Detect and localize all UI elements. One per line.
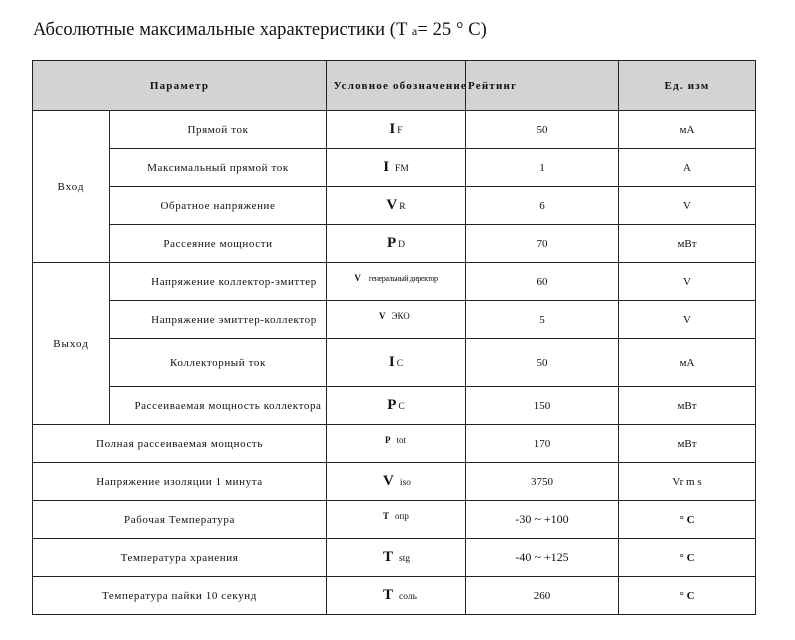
param-cell: Прямой ток <box>110 111 327 149</box>
rating-cell: 1 <box>466 149 619 187</box>
param-cell: Температура хранения <box>33 539 327 577</box>
header-rating: Рейтинг <box>466 61 619 111</box>
unit-cell: V <box>619 187 756 225</box>
param-cell: Рассеяние мощности <box>110 225 327 263</box>
unit-cell: мВт <box>619 225 756 263</box>
table-row <box>33 463 756 501</box>
rating-cell: -30 ~ +100 <box>466 501 619 539</box>
table-row <box>33 149 756 187</box>
symbol-cell: T соль <box>327 577 466 615</box>
table-row <box>33 577 756 615</box>
table-row <box>33 539 756 577</box>
ratings-table <box>32 60 756 615</box>
table-row <box>33 225 756 263</box>
symbol-cell: P tot <box>327 425 466 463</box>
symbol-cell: V R <box>327 187 466 225</box>
table-row <box>33 301 756 339</box>
title-subscript: a <box>411 24 418 38</box>
rating-cell: 70 <box>466 225 619 263</box>
rating-cell: 150 <box>466 387 619 425</box>
symbol-cell: I F <box>327 111 466 149</box>
unit-cell: A <box>619 149 756 187</box>
rating-cell: 170 <box>466 425 619 463</box>
title-prefix: Абсолютные максимальные характеристики (T <box>33 20 408 40</box>
table-row <box>33 387 756 425</box>
group-output: Выход <box>33 263 110 425</box>
header-row <box>33 61 756 111</box>
header-unit: Ед. изм <box>619 61 756 111</box>
rating-cell: 5 <box>466 301 619 339</box>
param-cell: Напряжение изоляции 1 минута <box>33 463 327 501</box>
rating-cell: 50 <box>466 339 619 387</box>
unit-cell: ° C <box>619 539 756 577</box>
table-row <box>33 263 756 301</box>
param-cell: Полная рассеиваемая мощность <box>33 425 327 463</box>
symbol-cell: T stg <box>327 539 466 577</box>
param-cell: Напряжение эмиттер-коллектор <box>110 301 327 339</box>
rating-cell: -40 ~ +125 <box>466 539 619 577</box>
symbol-cell: V генеральный директор <box>327 263 466 301</box>
param-cell: Рассеиваемая мощность коллектора <box>110 387 327 425</box>
header-param: Параметр <box>33 61 327 111</box>
table-row <box>33 187 756 225</box>
symbol-cell: T опр <box>327 501 466 539</box>
unit-cell: ° C <box>619 501 756 539</box>
rating-cell: 6 <box>466 187 619 225</box>
header-symbol: Условное обозначение <box>327 61 466 111</box>
param-cell: Напряжение коллектор-эмиттер <box>110 263 327 301</box>
page-title <box>33 20 487 41</box>
rating-cell: 60 <box>466 263 619 301</box>
table-row <box>33 425 756 463</box>
symbol-cell: V iso <box>327 463 466 501</box>
rating-cell: 260 <box>466 577 619 615</box>
unit-cell: V <box>619 263 756 301</box>
unit-cell: Vr m s <box>619 463 756 501</box>
group-input: Вход <box>33 111 110 263</box>
rating-cell: 50 <box>466 111 619 149</box>
symbol-cell: I C <box>327 339 466 387</box>
table-row <box>33 111 756 149</box>
symbol-cell: P C <box>327 387 466 425</box>
rating-cell: 3750 <box>466 463 619 501</box>
table-row <box>33 339 756 387</box>
title-suffix: = 25 ° C) <box>417 20 487 40</box>
param-cell: Температура пайки 10 секунд <box>33 577 327 615</box>
param-cell: Коллекторный ток <box>110 339 327 387</box>
symbol-cell: V ЭКО <box>327 301 466 339</box>
symbol-cell: P D <box>327 225 466 263</box>
unit-cell: мВт <box>619 425 756 463</box>
param-cell: Рабочая Температура <box>33 501 327 539</box>
table-row <box>33 501 756 539</box>
param-cell: Максимальный прямой ток <box>110 149 327 187</box>
unit-cell: мА <box>619 339 756 387</box>
param-cell: Обратное напряжение <box>110 187 327 225</box>
unit-cell: мА <box>619 111 756 149</box>
unit-cell: V <box>619 301 756 339</box>
symbol-cell: I FM <box>327 149 466 187</box>
unit-cell: мВт <box>619 387 756 425</box>
unit-cell: ° C <box>619 577 756 615</box>
